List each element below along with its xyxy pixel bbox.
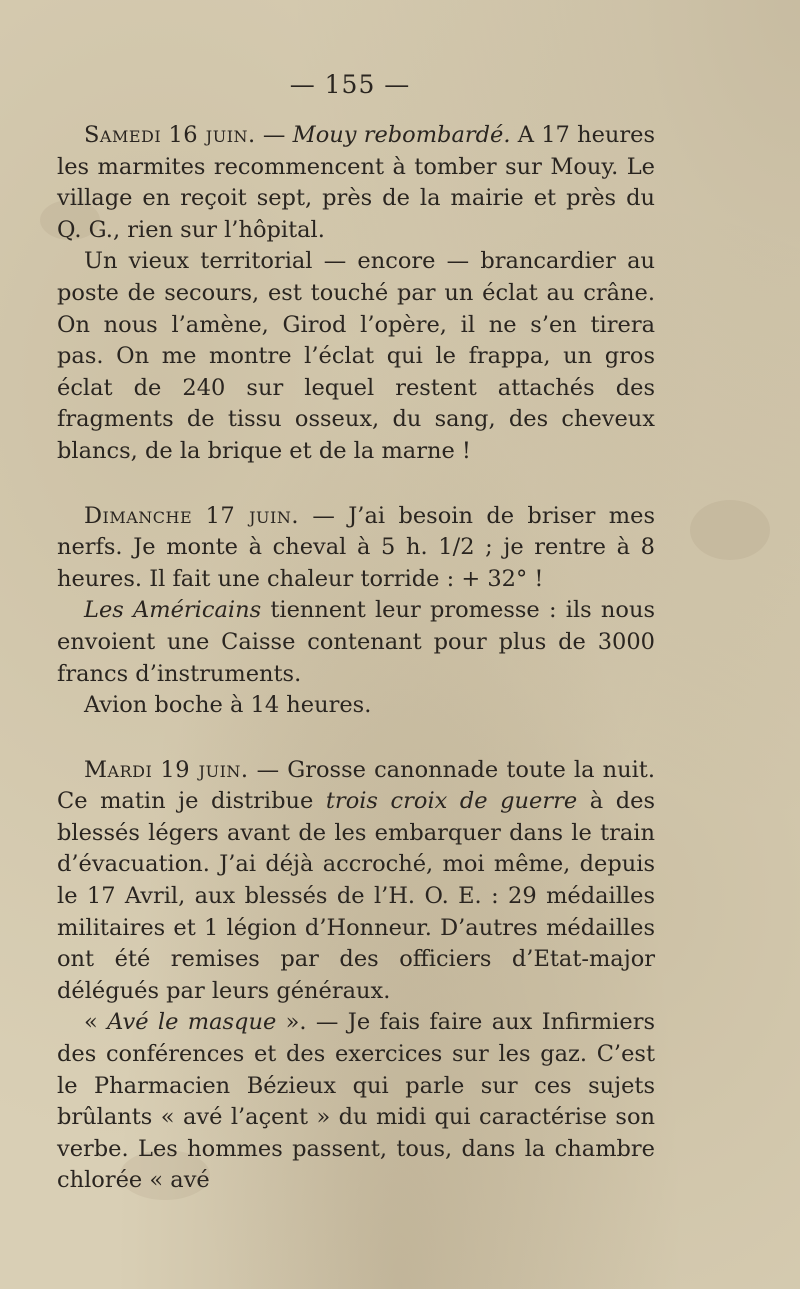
entry-mardi-19-juin	[57, 755, 655, 1008]
entry-text: J’ai besoin de briser mes nerfs. Je monte à cheval à 5 h. 1/2 ; je rentre à 8 heures. Il fait une chaleur torride : + 32° !	[57, 502, 655, 592]
paragraph-text: ». — Je fais faire aux Infirmiers des conférences et des exercices sur les gaz. C’est le Pharmacien Bézieux qui parle sur ces sujets brûlants « avé l’açent » du midi qui caractérise son verbe. Les hommes passent, tous, dans la chambre chlorée « avé	[57, 1009, 655, 1194]
body-text	[57, 120, 655, 1197]
entry-separator: —	[248, 756, 288, 783]
paragraph: Un vieux territorial — encore — brancardier au poste de secours, est touché par un éclat au crâne. On nous l’amène, Girod l’opère, il ne s’en tirera pas. On me montre l’éclat qui le frappa, un gros éclat de 240 sur lequel restent attachés des fragments de tissu osseux, du sang, des cheveux blancs, de la brique et de la marne !	[57, 248, 655, 464]
italic-phrase: trois croix de guerre	[325, 788, 578, 815]
entry-samedi-16-juin	[57, 120, 655, 246]
paper-stain	[690, 500, 770, 560]
entry-day: Mardi	[84, 756, 153, 783]
entry-date: 16 juin.	[168, 122, 256, 148]
entry-day: Dimanche	[84, 502, 193, 529]
entry-day: Samedi	[84, 122, 162, 148]
entry-dimanche-17-juin	[57, 501, 655, 596]
paragraph: Avion boche à 14 heures.	[84, 692, 372, 719]
paragraph-text: tiennent leur promesse : ils nous envoient une Caisse contenant pour plus de 3000 francs d’instruments.	[57, 597, 655, 687]
paragraph	[57, 595, 655, 690]
entry-title: Mouy rebombardé.	[292, 122, 511, 148]
entry-date: 17 juin.	[205, 502, 299, 529]
entry-date: 19 juin.	[160, 756, 249, 783]
entry-text: A 17 heures les marmites recommencent à tomber sur Mouy. Le village en reçoit sept, près de la mairie et près du Q. G., rien sur l’hôpital.	[57, 122, 656, 243]
italic-phrase: Avé le masque	[107, 1009, 277, 1036]
entry-text: Grosse canonnade toute la nuit. Ce matin je distribue	[57, 756, 656, 815]
open-quote: «	[84, 1009, 108, 1036]
page-number: — 155 —	[289, 70, 411, 99]
entry-separator: —	[255, 122, 293, 148]
entry-separator: —	[298, 502, 349, 529]
italic-phrase: Les Américains	[84, 597, 262, 624]
entry-text: à des blessés légers avant de les embarquer dans le train d’évacuation. J’ai déjà accroché, moi même, depuis le 17 Avril, aux blessés de l’H. O. E. : 29 médailles militaires et 1 légion d’Honneur. D’autres médailles ont été remises par des officiers d’Etat-major délégués par leurs généraux.	[57, 788, 655, 1004]
paragraph	[57, 1007, 655, 1197]
